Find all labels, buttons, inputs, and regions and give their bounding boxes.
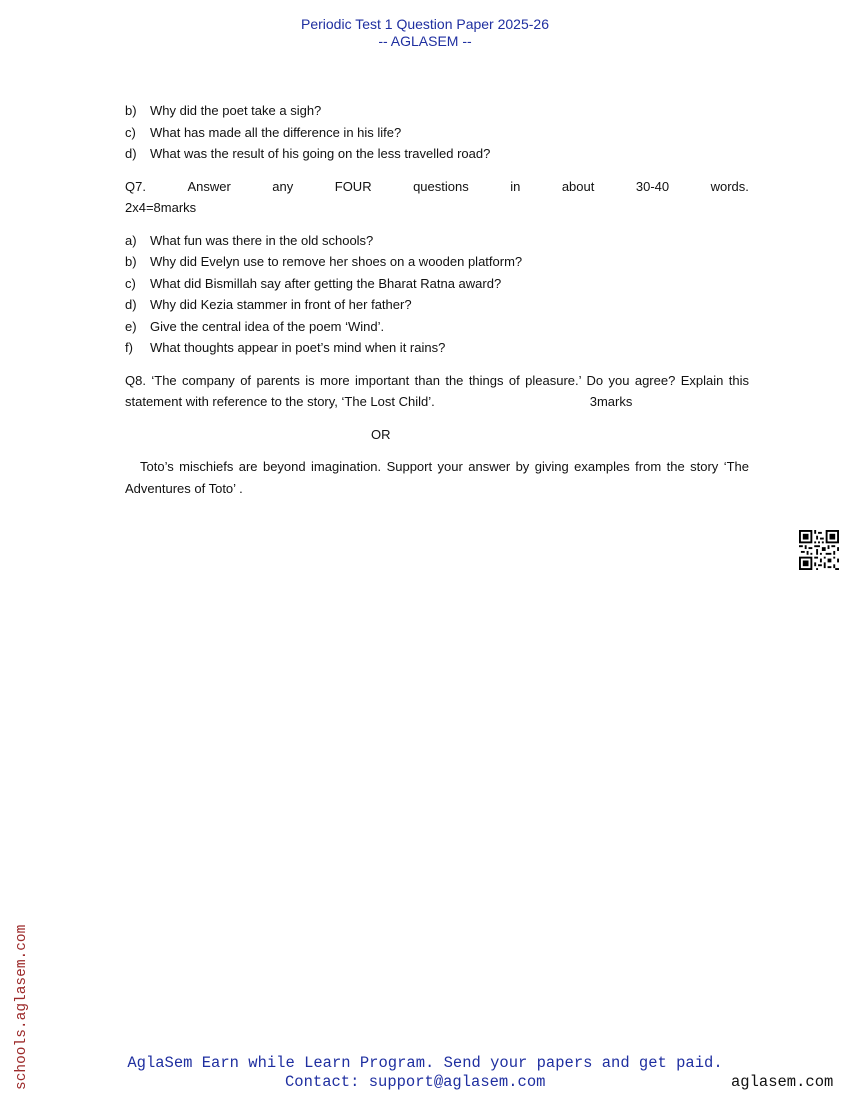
item-text: What thoughts appear in poet’s mind when it rains? xyxy=(150,340,446,355)
item-label: b) xyxy=(125,254,137,269)
page-header xyxy=(0,16,850,50)
question-content xyxy=(125,100,749,499)
q7-word: 30-40 xyxy=(635,178,670,194)
question-7-heading xyxy=(125,176,749,219)
question-7-list xyxy=(125,230,749,359)
list-item xyxy=(125,143,749,165)
item-label: f) xyxy=(125,340,133,355)
header-title: Periodic Test 1 Question Paper 2025-26 xyxy=(300,16,549,32)
question-7-instruction xyxy=(125,176,749,198)
item-label: c) xyxy=(125,124,136,140)
q7-word: Q7. xyxy=(125,178,146,194)
q7-word: questions xyxy=(413,178,469,194)
list-item xyxy=(125,100,749,122)
item-text: Why did Evelyn use to remove her shoes on a wooden platform? xyxy=(150,254,523,269)
q7-word: any xyxy=(272,178,294,194)
footer-site[interactable]: aglasem.com xyxy=(731,1073,834,1091)
question-8-marks: 3marks xyxy=(589,394,633,409)
footer-promo: AglaSem Earn while Learn Program. Send your papers and get paid. xyxy=(127,1054,723,1072)
list-item xyxy=(125,316,749,338)
question-8-text: Q8. ‘The company of parents is more important than the things of pleasure.’ Do you agree? Explain this statement with reference to the story, ‘The Lost Child’. xyxy=(125,372,749,409)
item-text: What did Bismillah say after getting the Bharat Ratna award? xyxy=(150,275,502,291)
qr-code xyxy=(799,530,839,570)
item-text: Give the central idea of the poem ‘Wind’. xyxy=(150,318,385,334)
or-separator: OR xyxy=(371,426,391,442)
list-item xyxy=(125,294,749,316)
item-label: e) xyxy=(125,318,137,334)
list-item xyxy=(125,337,749,359)
footer-contact[interactable]: Contact: support@aglasem.com xyxy=(285,1073,546,1091)
item-text: What has made all the difference in his life? xyxy=(150,124,402,140)
item-label: a) xyxy=(125,232,137,248)
item-label: c) xyxy=(125,275,136,291)
q7-word: Answer xyxy=(187,178,231,194)
q7-word: FOUR xyxy=(334,178,372,194)
q7-word: in xyxy=(510,178,521,194)
item-label: d) xyxy=(125,297,137,312)
list-item xyxy=(125,251,749,273)
item-label: d) xyxy=(125,146,137,161)
q7-word: about xyxy=(561,178,595,194)
header-subtitle: -- AGLASEM -- xyxy=(378,33,472,49)
item-text: What was the result of his going on the less travelled road? xyxy=(150,146,491,161)
q7-word: words. xyxy=(710,178,749,194)
item-label: b) xyxy=(125,103,137,118)
side-watermark: schools.aglasem.com xyxy=(14,924,30,1090)
list-item xyxy=(125,230,749,252)
item-text: Why did Kezia stammer in front of her father? xyxy=(150,297,412,312)
question-8-alternative: Toto’s mischiefs are beyond imagination. Support your answer by giving examples from the story ‘The Adventures of Toto’ . xyxy=(125,459,749,496)
item-text: Why did the poet take a sigh? xyxy=(150,103,322,118)
list-item xyxy=(125,273,749,295)
list-item xyxy=(125,122,749,144)
item-text: What fun was there in the old schools? xyxy=(150,232,374,248)
question-7-marks: 2x4=8marks xyxy=(125,200,197,215)
question-8 xyxy=(125,370,749,413)
